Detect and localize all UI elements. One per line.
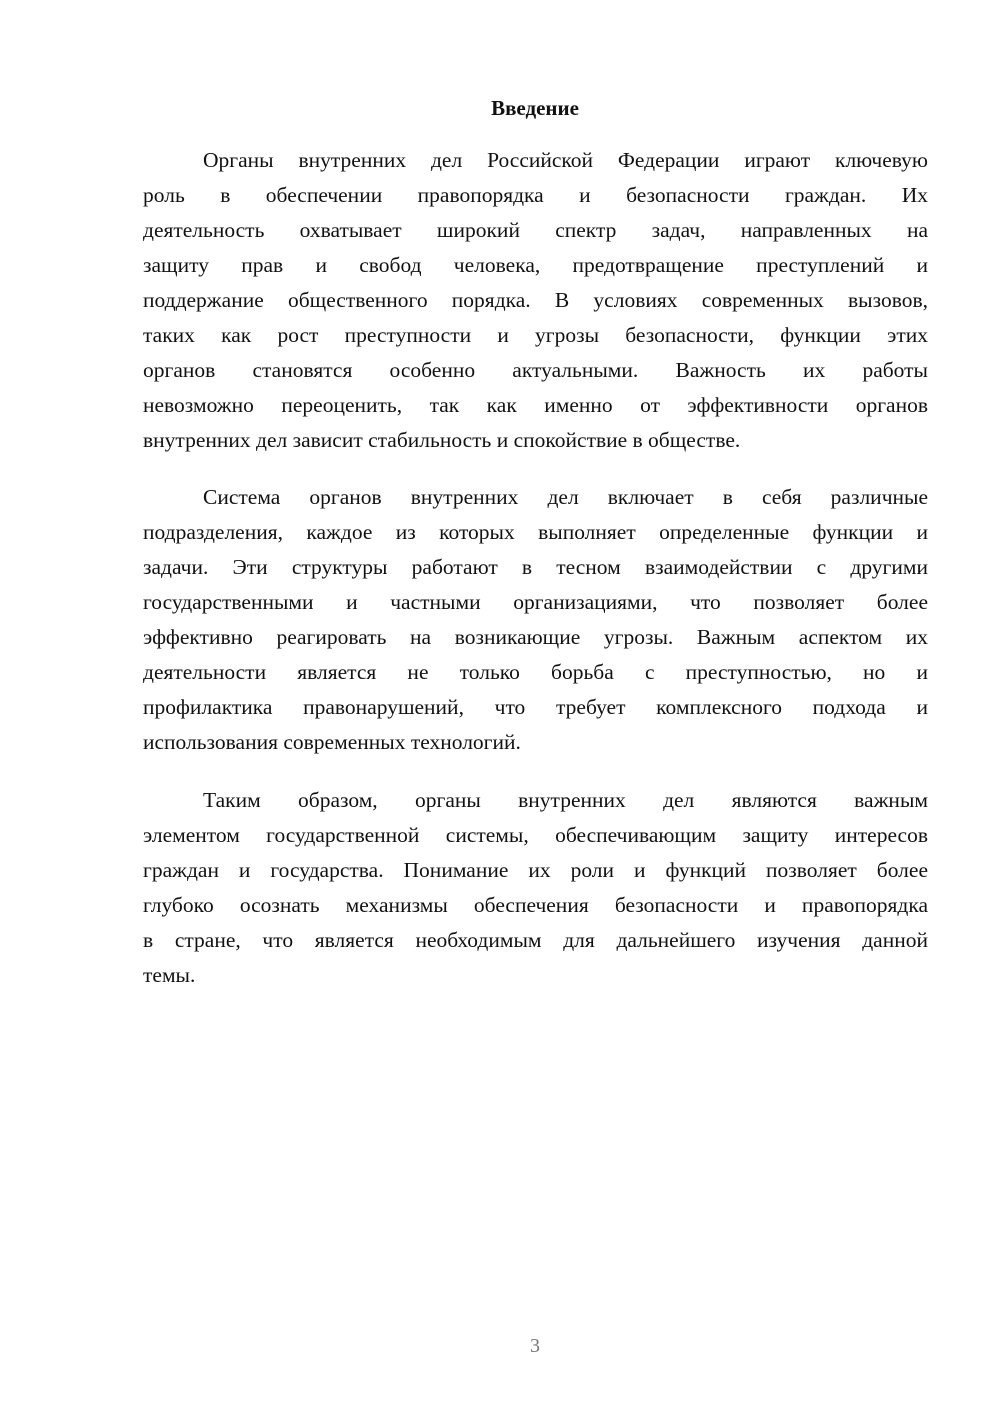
text-line: эффективно реагировать на возникающие угрозы. Важным аспектом их xyxy=(143,625,928,649)
text-line: в стране, что является необходимым для дальнейшего изучения данной xyxy=(143,928,928,952)
text-line: деятельность охватывает широкий спектр задач, направленных на xyxy=(143,218,928,242)
text-line: граждан и государства. Понимание их роли и функций позволяет более xyxy=(143,858,928,882)
text-line: глубоко осознать механизмы обеспечения безопасности и правопорядка xyxy=(143,893,928,917)
text-line: Таким образом, органы внутренних дел являются важным xyxy=(203,788,928,812)
text-line: элементом государственной системы, обеспечивающим защиту интересов xyxy=(143,823,928,847)
page-number: 3 xyxy=(530,1335,540,1357)
paragraph-3 xyxy=(143,783,928,993)
paragraph-1 xyxy=(143,143,928,458)
text-line: Органы внутренних дел Российской Федерации играют ключевую xyxy=(203,148,928,172)
text-line: государственными и частными организациями, что позволяет более xyxy=(143,590,928,614)
text-line: защиту прав и свобод человека, предотвращение преступлений и xyxy=(143,253,928,277)
section-title: Введение xyxy=(491,96,579,120)
paragraph-2 xyxy=(143,480,928,760)
text-line: темы. xyxy=(143,963,196,987)
text-line: невозможно переоценить, так как именно от эффективности органов xyxy=(143,393,928,417)
text-line: подразделения, каждое из которых выполняет определенные функции и xyxy=(143,520,928,544)
text-line: роль в обеспечении правопорядка и безопасности граждан. Их xyxy=(143,183,928,207)
text-line: органов становятся особенно актуальными. Важность их работы xyxy=(143,358,928,382)
text-line: деятельности является не только борьба с преступностью, но и xyxy=(143,660,928,684)
text-line: задачи. Эти структуры работают в тесном взаимодействии с другими xyxy=(143,555,928,579)
text-line: внутренних дел зависит стабильность и спокойствие в обществе. xyxy=(143,428,741,452)
text-line: таких как рост преступности и угрозы безопасности, функции этих xyxy=(143,323,928,347)
text-line: профилактика правонарушений, что требует комплексного подхода и xyxy=(143,695,928,719)
text-line: использования современных технологий. xyxy=(143,730,521,754)
text-line: Система органов внутренних дел включает в себя различные xyxy=(203,485,928,509)
text-line: поддержание общественного порядка. В условиях современных вызовов, xyxy=(143,288,928,312)
